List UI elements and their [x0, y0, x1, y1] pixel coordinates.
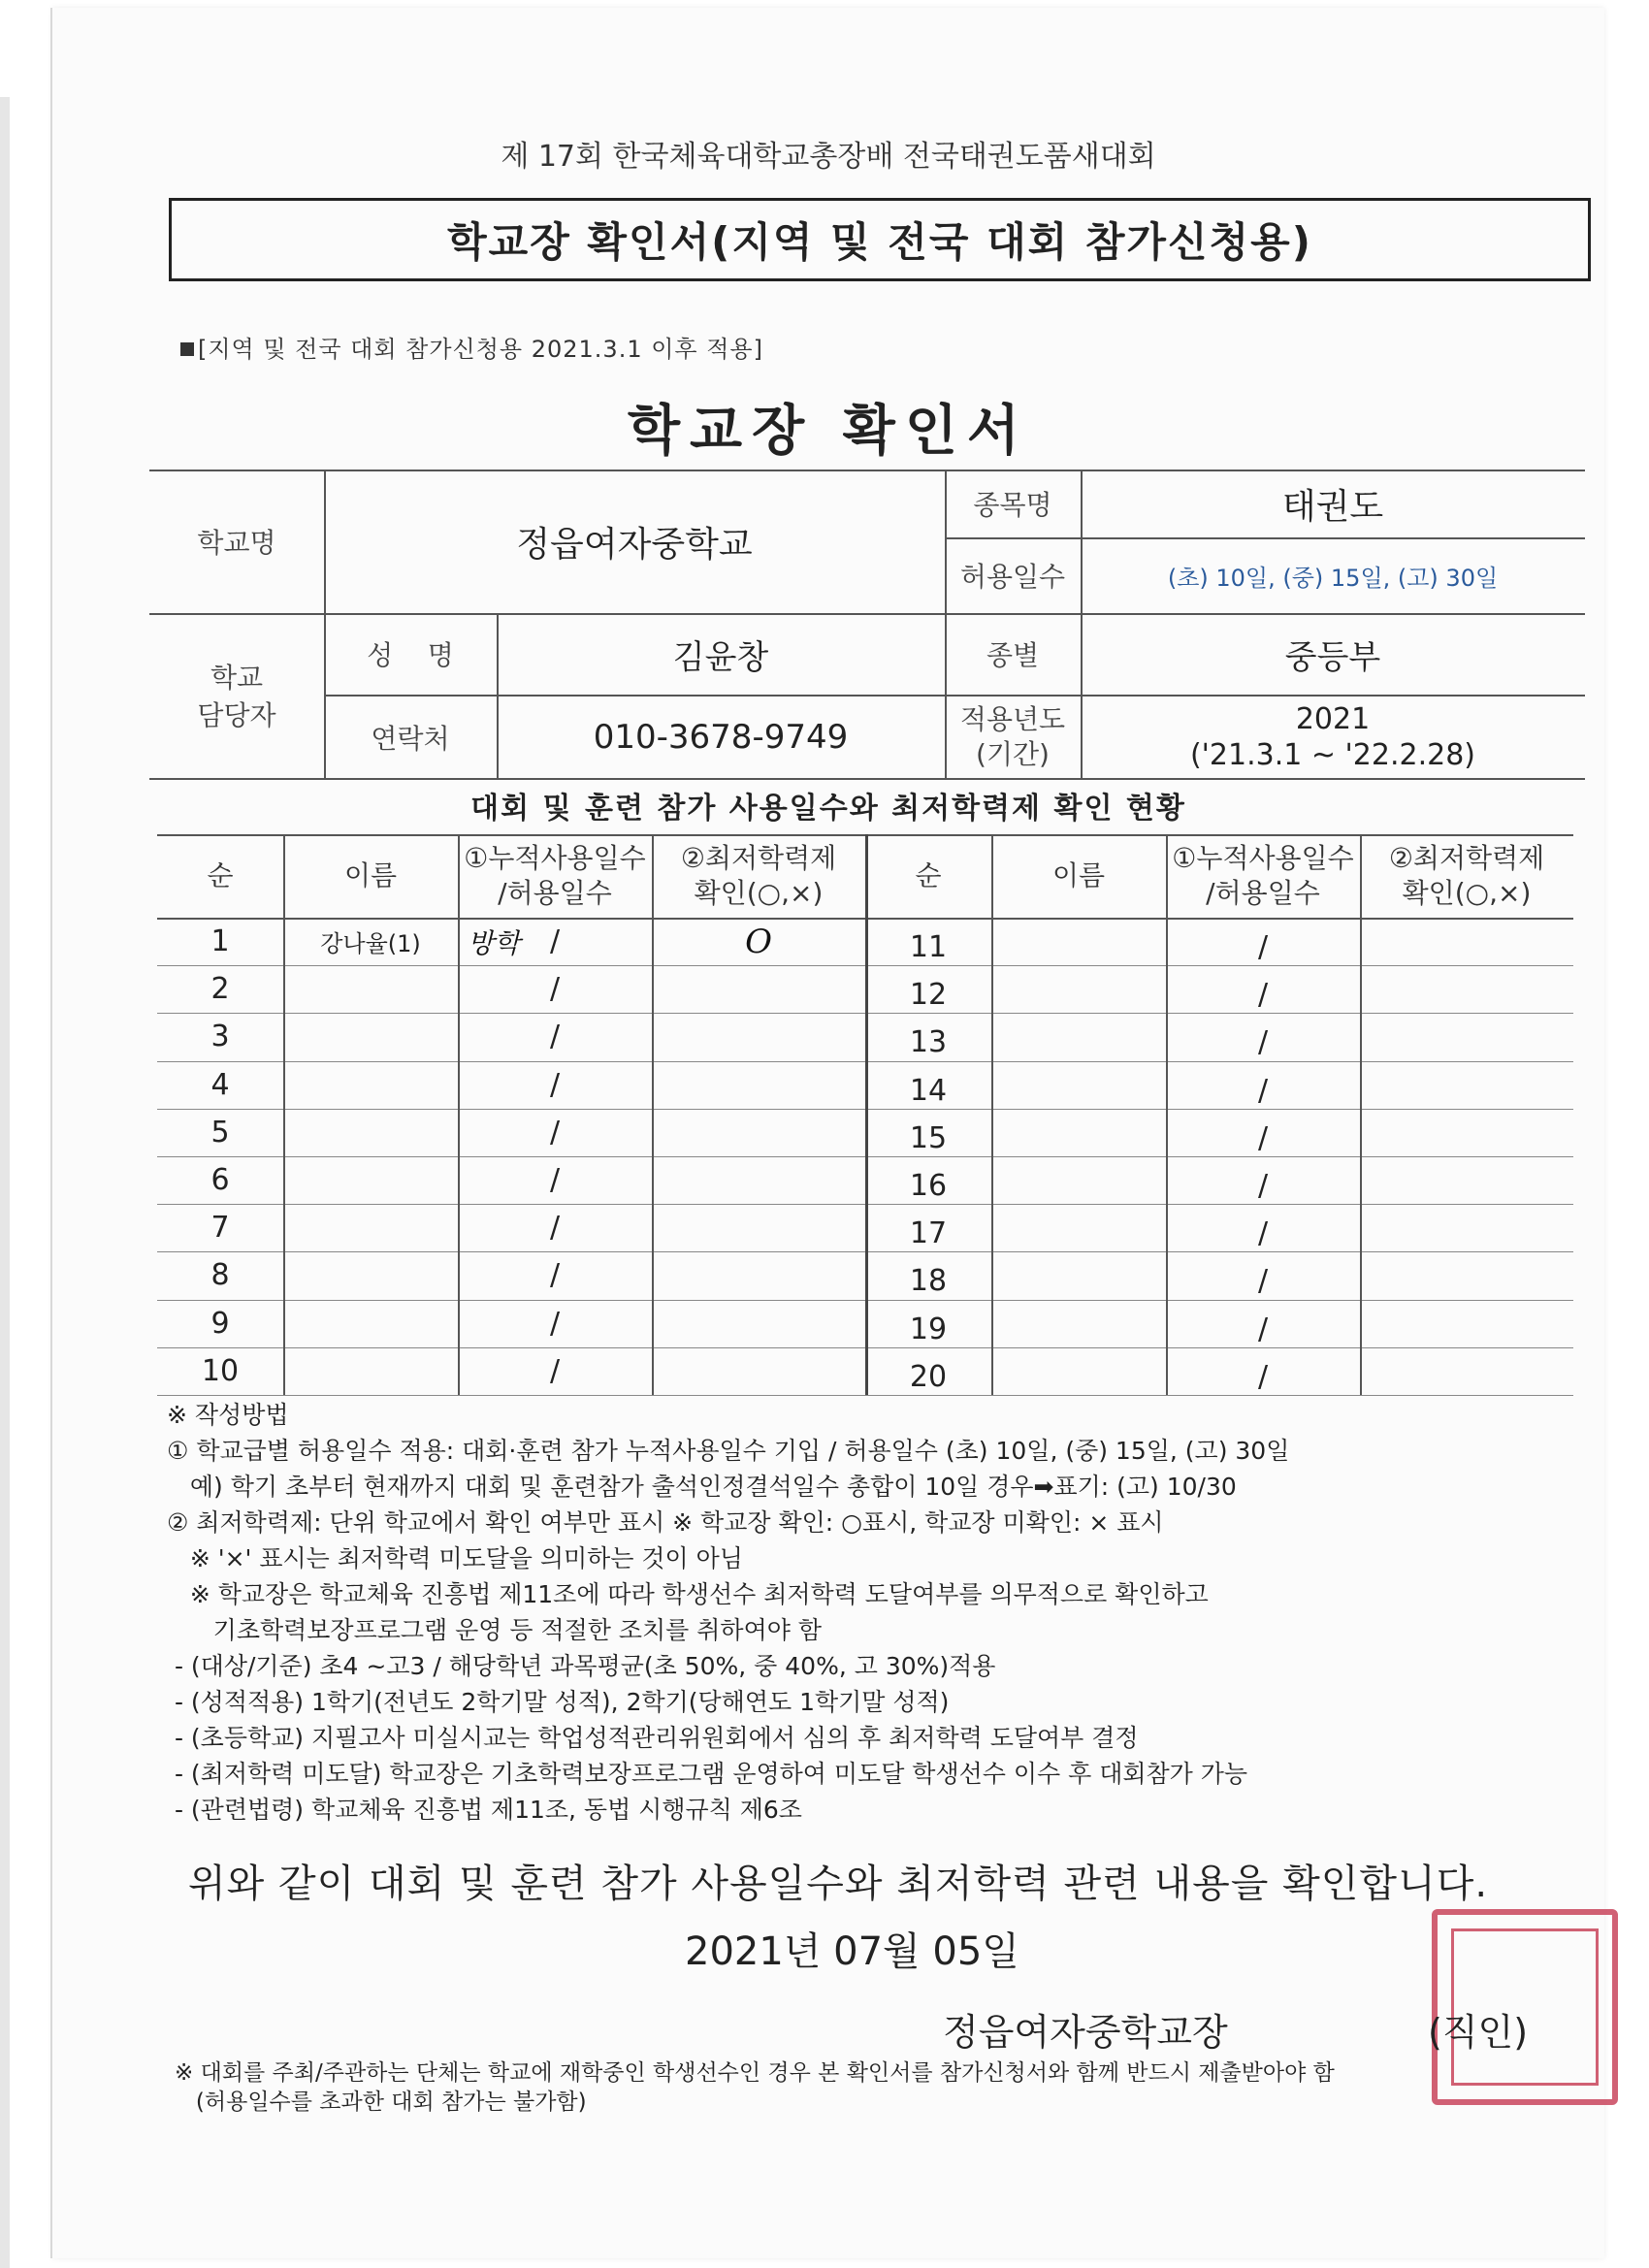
student-name: [283, 1347, 458, 1395]
contact-label: 연락처: [371, 723, 450, 755]
row-number: 4: [210, 1067, 230, 1102]
row-number: 9: [210, 1306, 230, 1341]
days-slash: /: [1257, 1312, 1269, 1346]
days-slash: /: [549, 1211, 561, 1246]
days-slash: /: [549, 1306, 561, 1341]
instruction-line: - (대상/기준) 초4 ~고3 / 해당학년 과목평균(초 50%, 중 40%, 고 30%)적용: [167, 1652, 996, 1680]
instruction-line: 예) 학기 초부터 현재까지 대회 및 훈련참가 출석인정결석일수 총합이 10일 경우➡표기: (고) 10/30: [167, 1473, 1237, 1501]
student-name: [283, 1204, 458, 1251]
student-name: [283, 1156, 458, 1204]
staff-name-label: 성 명: [367, 639, 454, 671]
header-no-right: 순: [915, 859, 942, 891]
sport-value: 태권도: [1281, 486, 1384, 527]
header-name-right: 이름: [1051, 859, 1106, 891]
days-slash: /: [549, 1115, 561, 1150]
student-name: [283, 1013, 458, 1060]
table-rule: [991, 834, 993, 1395]
row-number: 16: [909, 1169, 948, 1204]
student-name: [283, 1061, 458, 1109]
student-table: [157, 834, 1573, 1407]
instruction-line: ※ 작성방법: [167, 1401, 289, 1429]
days-slash: /: [549, 1020, 561, 1054]
row-number: 1: [210, 924, 230, 959]
days-slash: /: [549, 924, 561, 959]
principal-signature-line: 정읍여자중학교장: [943, 2011, 1228, 2054]
handwritten-check: O: [745, 922, 772, 961]
school-name-value: 정읍여자중학교: [516, 524, 753, 565]
days-slash: /: [549, 972, 561, 1007]
row-number: 18: [909, 1264, 948, 1299]
days-slash: /: [549, 1353, 561, 1388]
paper-edge: [0, 97, 10, 2268]
row-number: 20: [909, 1359, 948, 1394]
days-slash: /: [1257, 930, 1269, 965]
handwritten-days: 방학: [467, 926, 521, 959]
days-slash: /: [1257, 1073, 1269, 1108]
bullet-square-icon: [180, 342, 194, 356]
days-slash: /: [1257, 1216, 1269, 1251]
header-name-left: 이름: [343, 859, 398, 891]
document-page: [52, 8, 1604, 2258]
row-number: 6: [210, 1163, 230, 1198]
instruction-line: ※ '×' 표시는 최저학력 미도달을 의미하는 것이 아님: [167, 1544, 743, 1572]
days-slash: /: [1257, 1025, 1269, 1060]
year-value: 2021 ('21.3.1 ~ '22.2.28): [1189, 701, 1476, 772]
days-slash: /: [549, 1258, 561, 1293]
header-days-right: ①누적사용일수 /허용일수: [1172, 841, 1354, 909]
instruction-line: - (성적적용) 1학기(전년도 2학기말 성적), 2학기(당해연도 1학기말 성적): [167, 1688, 950, 1716]
row-number: 3: [210, 1020, 230, 1054]
instruction-line: 기초학력보장프로그램 운영 등 적절한 조치를 취하여야 함: [167, 1616, 822, 1644]
instruction-line: - (초등학교) 지필고사 미실시교는 학업성적관리위원회에서 심의 후 최저학력 도달여부 결정: [167, 1724, 1139, 1752]
division-value: 중등부: [1284, 637, 1381, 677]
row-number: 14: [909, 1073, 948, 1108]
staff-name-value: 김윤창: [672, 637, 769, 677]
days-slash: /: [1257, 1169, 1269, 1204]
instruction-line: ※ 학교장은 학교체육 진흥법 제11조에 따라 학생선수 최저학력 도달여부를 의무적으로 확인하고: [167, 1580, 1209, 1608]
staff-label: 학교 담당자: [197, 661, 276, 731]
contact-value: 010-3678-9749: [593, 718, 849, 757]
instruction-line: ① 학교급별 허용일수 적용: 대회·훈련 참가 누적사용일수 기입 / 허용일수 (초) 10일, (중) 15일, (고) 30일: [167, 1437, 1290, 1465]
header-no-left: 순: [207, 859, 234, 891]
days-slash: /: [549, 1067, 561, 1102]
header-days-left: ①누적사용일수 /허용일수: [464, 841, 646, 909]
applicability-note: [180, 330, 763, 364]
header-check-left: ②최저학력제 확인(○,×): [680, 841, 837, 909]
row-number: 17: [909, 1216, 948, 1251]
row-number: 12: [909, 978, 948, 1013]
document-date: 2021년 07월 05일: [685, 1929, 1019, 1974]
student-name: [283, 1109, 458, 1156]
days-slash: /: [1257, 1264, 1269, 1299]
days-slash: /: [1257, 1120, 1269, 1155]
form-title-box: 학교장 확인서(지역 및 전국 대회 참가신청용): [169, 198, 1591, 281]
info-table: [149, 470, 1585, 780]
row-number: 11: [909, 930, 948, 965]
footer-note: [175, 2058, 1610, 2117]
allowed-days-label: 허용일수: [959, 561, 1066, 593]
table-rule: [1360, 834, 1362, 1395]
section-title: 대회 및 훈련 참가 사용일수와 최저학력제 확인 현황: [470, 792, 1186, 826]
footer-line: ※ 대회를 주최/주관하는 단체는 학교에 재학중인 학생선수인 경우 본 확인서를 참가신청서와 함께 반드시 제출받아야 함: [175, 2060, 1335, 2086]
row-number: 8: [210, 1258, 230, 1293]
year-label: 적용년도 (기간): [959, 702, 1066, 770]
row-number: 19: [909, 1312, 948, 1346]
header-check-right: ②최저학력제 확인(○,×): [1388, 841, 1545, 909]
days-slash: /: [1257, 978, 1269, 1013]
row-number: 7: [210, 1211, 230, 1246]
row-number: 15: [909, 1120, 948, 1155]
row-number: 10: [201, 1353, 240, 1388]
note-text: [지역 및 전국 대회 참가신청용 2021.3.1 이후 적용]: [198, 336, 763, 363]
event-title: 제 17회 한국체육대학교총장배 전국태권도품새대회: [501, 140, 1156, 174]
days-slash: /: [549, 1163, 561, 1198]
sport-label: 종목명: [973, 489, 1052, 521]
row-number: 5: [210, 1115, 230, 1150]
days-slash: /: [1257, 1359, 1269, 1394]
school-name-label: 학교명: [197, 527, 276, 559]
student-name: 강나율(1): [320, 930, 421, 958]
allowed-days-value: (초) 10일, (중) 15일, (고) 30일: [1167, 564, 1499, 592]
student-name: [283, 1251, 458, 1299]
instruction-line: - (관련법령) 학교체육 진흥법 제11조, 동법 시행규칙 제6조: [167, 1796, 802, 1824]
row-number: 13: [909, 1025, 948, 1060]
seal-label: (직인): [1428, 2011, 1529, 2054]
instructions: [167, 1397, 1602, 1828]
student-name: [283, 1300, 458, 1347]
confirmation-statement: 위와 같이 대회 및 훈련 참가 사용일수와 최저학력 관련 내용을 확인합니다.: [188, 1862, 1489, 1906]
row-number: 2: [210, 972, 230, 1007]
instruction-line: - (최저학력 미도달) 학교장은 기초학력보장프로그램 운영하여 미도달 학생선수 이수 후 대회참가 가능: [167, 1760, 1248, 1788]
student-name: [283, 965, 458, 1013]
footer-line: (허용일수를 초과한 대회 참가는 불가함): [175, 2090, 587, 2115]
document-title: 학교장 확인서: [627, 400, 1030, 463]
instruction-line: ② 최저학력제: 단위 학교에서 확인 여부만 표시 ※ 학교장 확인: ○표시, 학교장 미확인: × 표시: [167, 1508, 1164, 1537]
division-label: 종별: [986, 639, 1040, 671]
